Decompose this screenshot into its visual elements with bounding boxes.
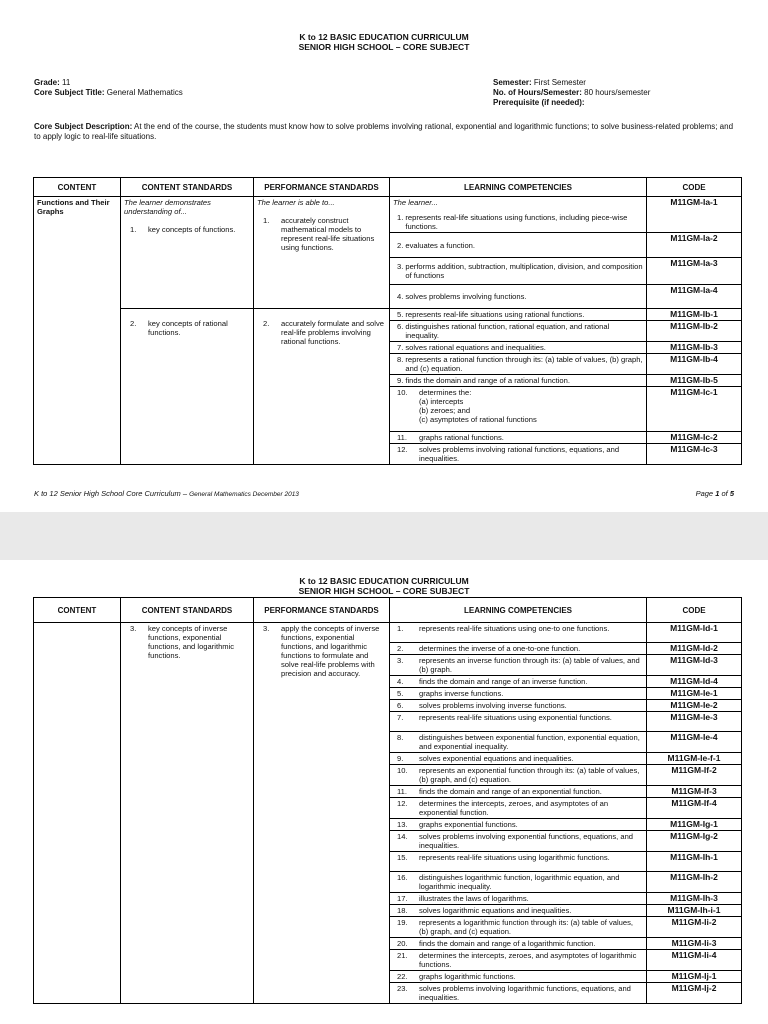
competency-number: 8. [397,355,404,364]
code-cell: M11GM-Ig-1 [647,819,742,831]
content-standard-cell [121,309,254,465]
competency-number: 10. [397,766,408,775]
code-cell: M11GM-Id-2 [647,643,742,655]
competency-number: 21. [397,951,408,960]
document-page-2 [0,560,768,1024]
competency-number: 2. [397,240,404,250]
competency-cell [390,700,647,712]
competency-cell [390,354,647,375]
competency-text: determines the inverse of a one-to-one function. [419,644,581,653]
competency-cell [390,387,647,432]
code-cell: M11GM-Ib-1 [647,309,742,321]
cs-number: 2. [130,319,137,328]
code-cell: M11GM-If-2 [647,765,742,786]
competency-cell [390,676,647,688]
code-cell: M11GM-Id-1 [647,623,742,643]
curriculum-table-page-2 [33,597,742,1004]
col-header-learning-competencies: LEARNING COMPETENCIES [390,178,647,197]
code-cell: M11GM-Ib-3 [647,342,742,354]
code-cell: M11GM-Ii-3 [647,938,742,950]
competency-number: 3. [397,656,404,665]
competency-number: 15. [397,853,408,862]
competency-cell [390,765,647,786]
competency-number: 4. [397,677,404,686]
hours-label: No. of Hours/Semester: [493,88,582,97]
page-of: of [721,489,728,498]
competency-number: 3. [397,262,404,271]
competency-cell [390,819,647,831]
competency-text: distinguishes between exponential function, exponential equation, and exponential inequality. [419,733,640,751]
code-cell: M11GM-Ib-5 [647,375,742,387]
page-total: 5 [729,489,734,498]
competency-cell [390,983,647,1004]
code-cell: M11GM-Ia-4 [647,285,742,309]
content-cell [34,623,121,1004]
competency-cell [390,285,647,309]
competency-number: 12. [397,445,408,454]
code-cell: M11GM-Ii-4 [647,950,742,971]
ps-intro: The learner is able to... [257,198,335,207]
competency-number: 4. [397,292,404,301]
code-cell: M11GM-Ij-2 [647,983,742,1004]
competency-text: graphs logarithmic functions. [419,972,516,981]
competency-cell [390,432,647,444]
competency-cell [390,905,647,917]
competency-number: 2. [397,644,404,653]
col-header-content-standards: CONTENT STANDARDS [121,598,254,623]
competency-number: 9. [397,376,404,385]
semester-value: First Semester [533,78,586,87]
code-cell: M11GM-Ij-1 [647,971,742,983]
hours-value: 80 hours/semester [584,88,651,97]
ps-text: accurately formulate and solve real-life problems involving rational functions. [281,319,384,346]
competency-text: solves problems involving functions. [405,292,527,301]
competency-cell [390,852,647,872]
competency-text: solves problems involving rational functions, equations, and inequalities. [419,445,620,463]
competency-number: 16. [397,873,408,882]
competency-cell [390,643,647,655]
code-cell: M11GM-Id-3 [647,655,742,676]
code-cell: M11GM-Ie-3 [647,712,742,732]
header-line-2: SENIOR HIGH SCHOOL – CORE SUBJECT [298,42,470,52]
competency-cell [390,798,647,819]
competency-sub-item: (b) zeroes; and [419,406,471,415]
code-cell: M11GM-Ig-2 [647,831,742,852]
ps-number: 2. [263,319,270,328]
competency-text: represents a logarithmic function through its: (a) table of values, (b) graph, and (c) equation. [419,918,634,936]
curriculum-table-page-1 [33,177,742,465]
competency-text: finds the domain and range of a logarithmic function. [419,939,596,948]
competency-text: distinguishes logarithmic function, logarithmic equation, and logarithmic inequality. [419,873,620,891]
code-cell: M11GM-Ih-i-1 [647,905,742,917]
competency-number: 12. [397,799,408,808]
competency-text: represents real-life situations using rational functions. [405,310,585,319]
competency-cell [390,623,647,643]
page-footer [34,489,734,498]
competency-sub-item: (a) intercepts [419,397,464,406]
competency-cell [390,917,647,938]
competency-text: represents real-life situations using logarithmic functions. [419,853,610,862]
competency-cell [390,444,647,465]
competency-text: solves problems involving inverse functions. [419,701,567,710]
cs-intro: The learner demonstrates understanding of... [124,198,211,216]
competency-number: 9. [397,754,404,763]
subject-title-value: General Mathematics [106,88,183,97]
competency-number: 1. [397,624,404,633]
content-title: Functions and Their Graphs [37,198,110,216]
competency-text: illustrates the laws of logarithms. [419,894,529,903]
competency-text: finds the domain and range of a rational function. [405,376,570,385]
col-header-content: CONTENT [34,178,121,197]
code-cell: M11GM-Ic-3 [647,444,742,465]
page-number: 1 [715,489,720,498]
code-cell: M11GM-Id-4 [647,676,742,688]
code-cell: M11GM-Ia-1 [647,197,742,233]
cs-text: key concepts of inverse functions, exponential functions, and logarithmic functions. [148,624,235,660]
footer-left-small: General Mathematics December 2013 [189,491,299,498]
col-header-code: CODE [647,178,742,197]
content-standard-cell [121,623,254,1004]
competency-cell [390,712,647,732]
col-header-performance-standards: PERFORMANCE STANDARDS [254,598,390,623]
code-cell: M11GM-Ia-2 [647,233,742,258]
competency-text: represents an exponential function through its: (a) table of values, (b) graph, and (c) equation. [419,766,640,784]
competency-number: 22. [397,972,408,981]
ps-text: apply the concepts of inverse functions, exponential functions, and logarithmic functions to formulate and solve real-life problems with precision and accuracy. [281,624,380,678]
code-cell: M11GM-Ia-3 [647,258,742,285]
page-prefix: Page [695,489,714,498]
content-cell [34,197,121,465]
competency-text: solves problems involving exponential functions, equations, and inequalities. [419,832,634,850]
cs-text: key concepts of rational functions. [148,319,228,337]
competency-cell [390,786,647,798]
competency-text: graphs exponential functions. [419,820,518,829]
code-cell: M11GM-Ic-2 [647,432,742,444]
code-cell: M11GM-If-4 [647,798,742,819]
competency-cell [390,375,647,387]
grade-value: 11 [62,78,71,87]
lc-intro: The learner... [393,198,438,207]
competency-text: determines the intercepts, zeroes, and asymptotes of logarithmic functions. [419,951,637,969]
code-cell: M11GM-Ii-2 [647,917,742,938]
competency-text: evaluates a function. [405,240,476,250]
competency-number: 1. [397,213,404,222]
curriculum-header [0,576,768,596]
code-cell: M11GM-Ie-f-1 [647,753,742,765]
competency-number: 10. [397,388,408,397]
code-cell: M11GM-Ie-4 [647,732,742,753]
competency-number: 11. [397,787,407,796]
competency-text: solves rational equations and inequalities. [405,343,546,352]
performance-standard-cell [254,623,390,1004]
competency-number: 20. [397,939,408,948]
competency-number: 7. [397,343,404,352]
competency-number: 17. [397,894,408,903]
description-text: At the end of the course, the students must know how to solve problems involving rational, exponential and logarithmic functions; to solve business-related problems; and to apply logic to real-life situations. [34,122,734,141]
competency-number: 11. [397,433,407,442]
competency-number: 5. [397,310,404,319]
competency-cell [390,655,647,676]
content-standard-cell [121,197,254,309]
code-cell: M11GM-Ih-1 [647,852,742,872]
semester-label: Semester: [493,78,532,87]
code-cell: M11GM-Ie-1 [647,688,742,700]
competency-cell [390,872,647,893]
code-cell: M11GM-Ib-4 [647,354,742,375]
competency-text: performs addition, subtraction, multiplication, division, and composition of functions [405,262,643,280]
cs-number: 3. [130,624,137,633]
competency-cell [390,688,647,700]
col-header-learning-competencies: LEARNING COMPETENCIES [390,598,647,623]
description-label: Core Subject Description: [34,122,133,131]
competency-cell [390,258,647,285]
competency-text: represents a rational function through its: (a) table of values, (b) graph, and (c) equation. [405,355,643,373]
competency-cell [390,938,647,950]
competency-cell [390,197,647,233]
competency-number: 6. [397,322,404,331]
code-cell: M11GM-Ih-3 [647,893,742,905]
competency-text: graphs inverse functions. [419,689,504,698]
competency-text: solves problems involving logarithmic functions, equations, and inequalities. [419,984,631,1002]
col-header-performance-standards: PERFORMANCE STANDARDS [254,178,390,197]
ps-number: 1. [263,216,270,225]
meta-left [34,78,183,98]
competency-cell [390,971,647,983]
competency-number: 23. [397,984,408,993]
competency-number: 14. [397,832,408,841]
competency-text: graphs rational functions. [419,433,504,442]
competency-cell [390,233,647,258]
competency-text: represents an inverse function through its: (a) table of values, and (b) graph. [419,656,640,674]
competency-number: 7. [397,713,404,722]
col-header-content-standards: CONTENT STANDARDS [121,178,254,197]
competency-cell [390,732,647,753]
performance-standard-cell [254,197,390,309]
prerequisite-label: Prerequisite (if needed): [493,98,585,107]
cs-text: key concepts of functions. [148,225,236,234]
competency-text: determines the intercepts, zeroes, and asymptotes of an exponential function. [419,799,609,817]
competency-text: represents real-life situations using one-to one functions. [419,624,610,633]
competency-number: 13. [397,820,408,829]
col-header-content: CONTENT [34,598,121,623]
header-line-1: K to 12 BASIC EDUCATION CURRICULUM [299,576,469,586]
competency-text: represents real-life situations using exponential functions. [419,713,612,722]
ps-number: 3. [263,624,270,633]
competency-cell [390,950,647,971]
subject-title-label: Core Subject Title: [34,88,105,97]
competency-text: finds the domain and range of an exponential function. [419,787,602,796]
code-cell: M11GM-If-3 [647,786,742,798]
competency-text: determines the: [419,388,472,397]
competency-cell [390,321,647,342]
competency-number: 8. [397,733,404,742]
competency-text: finds the domain and range of an inverse function. [419,677,588,686]
header-line-2: SENIOR HIGH SCHOOL – CORE SUBJECT [298,586,470,596]
performance-standard-cell [254,309,390,465]
code-cell: M11GM-Ib-2 [647,321,742,342]
meta-right [493,78,650,108]
competency-text: represents real-life situations using functions, including piece-wise functions. [405,213,628,231]
competency-row [34,623,742,643]
col-header-code: CODE [647,598,742,623]
ps-text: accurately construct mathematical models to represent real-life situations using functions. [281,216,375,252]
competency-number: 19. [397,918,408,927]
cs-number: 1. [130,225,137,234]
grade-label: Grade: [34,78,60,87]
subject-description [34,122,734,142]
competency-number: 6. [397,701,404,710]
competency-number: 5. [397,689,404,698]
competency-sub-item: (c) asymptotes of rational functions [419,415,537,424]
competency-cell [390,831,647,852]
competency-text: distinguishes rational function, rational equation, and rational inequality. [405,322,610,340]
header-line-1: K to 12 BASIC EDUCATION CURRICULUM [299,32,469,42]
competency-cell [390,309,647,321]
competency-cell [390,342,647,354]
competency-text: solves exponential equations and inequalities. [419,754,574,763]
competency-cell [390,893,647,905]
competency-number: 18. [397,906,408,915]
competency-text: solves logarithmic equations and inequalities. [419,906,572,915]
code-cell: M11GM-Ic-1 [647,387,742,432]
code-cell: M11GM-Ie-2 [647,700,742,712]
code-cell: M11GM-Ih-2 [647,872,742,893]
footer-left: K to 12 Senior High School Core Curriculum – [34,489,187,498]
competency-cell [390,753,647,765]
curriculum-header [0,32,768,52]
page-indicator [696,489,734,498]
